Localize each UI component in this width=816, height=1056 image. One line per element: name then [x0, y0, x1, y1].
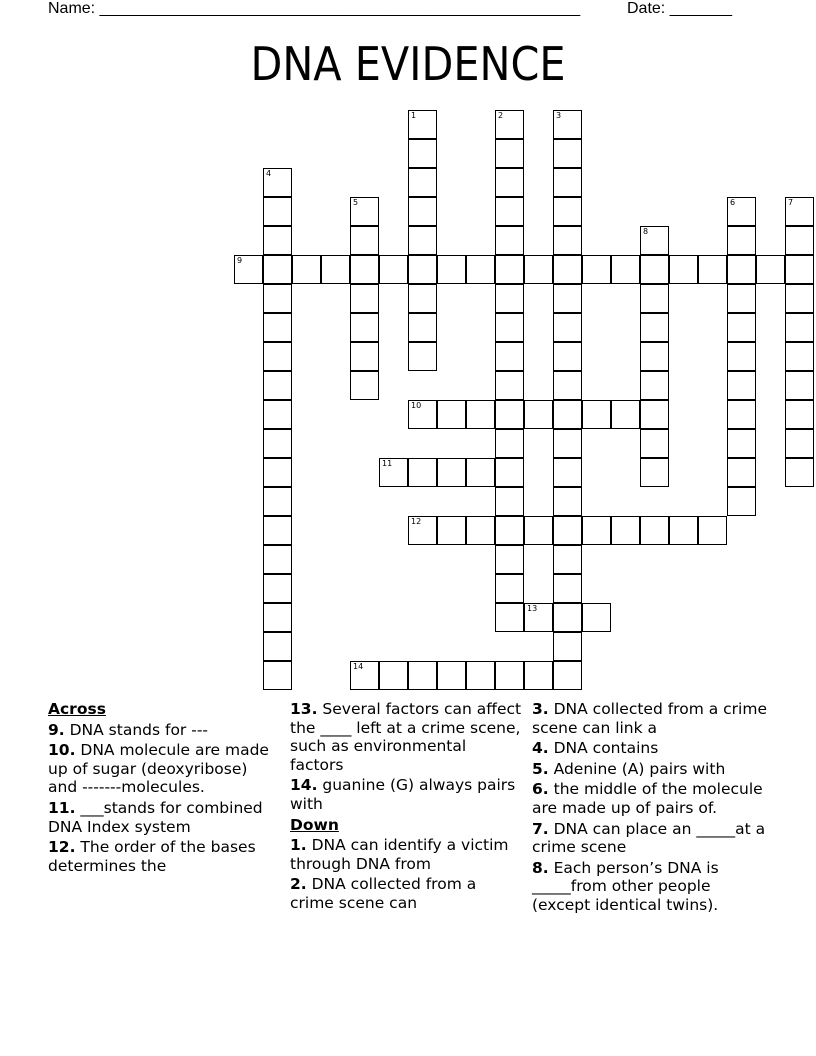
clue-number: 10 — [411, 401, 422, 410]
grid-cell[interactable] — [437, 516, 466, 545]
grid-cell[interactable] — [640, 400, 669, 429]
grid-cell[interactable] — [785, 342, 814, 371]
grid-cell[interactable] — [553, 458, 582, 487]
grid-cell[interactable] — [727, 458, 756, 487]
grid-cell[interactable] — [495, 168, 524, 197]
clue-text: ___stands for combined DNA Index system — [48, 798, 263, 836]
grid-cell[interactable] — [495, 342, 524, 371]
grid-cell[interactable] — [553, 255, 582, 284]
grid-cell[interactable] — [785, 429, 814, 458]
grid-cell[interactable] — [263, 313, 292, 342]
clue-text: DNA contains — [548, 739, 659, 758]
grid-cell[interactable] — [553, 371, 582, 400]
clue-number-label: 13. — [290, 700, 318, 718]
clue-column-3 — [532, 700, 772, 917]
grid-cell[interactable] — [263, 226, 292, 255]
grid-cell[interactable] — [495, 661, 524, 690]
grid-cell[interactable] — [379, 255, 408, 284]
clue-number-label: 1. — [290, 836, 307, 855]
clue-number: 2 — [498, 111, 504, 120]
grid-cell[interactable] — [727, 226, 756, 255]
clue-text: DNA stands for --- — [64, 720, 209, 739]
grid-cell[interactable] — [582, 400, 611, 429]
grid-cell[interactable] — [553, 342, 582, 371]
grid-cell[interactable] — [437, 255, 466, 284]
grid-cell[interactable] — [756, 255, 785, 284]
clue-item — [48, 838, 278, 875]
grid-cell[interactable] — [727, 429, 756, 458]
clue-item — [532, 760, 772, 779]
grid-cell[interactable] — [640, 313, 669, 342]
clue-item — [532, 739, 772, 758]
grid-cell[interactable] — [263, 197, 292, 226]
grid-cell[interactable] — [350, 255, 379, 284]
grid-cell[interactable] — [495, 197, 524, 226]
across-heading: Across — [48, 700, 106, 718]
grid-cell[interactable] — [553, 545, 582, 574]
name-line: Name: ______________________________________________________ — [48, 0, 581, 17]
grid-cell[interactable] — [640, 226, 669, 255]
grid-cell[interactable] — [553, 574, 582, 603]
grid-cell[interactable] — [379, 458, 408, 487]
clue-text: the middle of the molecule are made up of pairs of. — [532, 780, 763, 817]
grid-cell[interactable] — [466, 458, 495, 487]
grid-cell[interactable] — [495, 226, 524, 255]
grid-cell[interactable] — [437, 458, 466, 487]
grid-cell[interactable] — [466, 516, 495, 545]
date-line: Date: _______ — [627, 0, 732, 17]
clue-column-1 — [48, 700, 278, 877]
grid-cell[interactable] — [350, 197, 379, 226]
clue-item — [48, 799, 278, 836]
grid-cell[interactable] — [698, 255, 727, 284]
grid-cell[interactable] — [350, 313, 379, 342]
grid-cell[interactable] — [785, 458, 814, 487]
grid-cell[interactable] — [669, 255, 698, 284]
clue-text: guanine (G) always pairs with — [290, 776, 516, 813]
clue-number: 12 — [411, 517, 422, 526]
grid-cell[interactable] — [263, 168, 292, 197]
grid-cell[interactable] — [785, 371, 814, 400]
grid-cell[interactable] — [263, 342, 292, 371]
grid-cell[interactable] — [263, 400, 292, 429]
grid-cell[interactable] — [785, 284, 814, 313]
grid-cell[interactable] — [727, 400, 756, 429]
grid-cell[interactable] — [466, 255, 495, 284]
grid-cell[interactable] — [553, 632, 582, 661]
grid-cell[interactable] — [785, 400, 814, 429]
grid-cell[interactable] — [437, 661, 466, 690]
grid-cell[interactable] — [582, 516, 611, 545]
down-heading: Down — [290, 815, 339, 834]
clue-number-label: 6. — [532, 780, 549, 799]
grid-cell[interactable] — [350, 342, 379, 371]
clue-number-label: 4. — [532, 739, 549, 758]
clue-number-label: 9. — [48, 720, 65, 739]
grid-cell[interactable] — [350, 284, 379, 313]
grid-cell[interactable] — [640, 429, 669, 458]
grid-cell[interactable] — [553, 400, 582, 429]
grid-cell[interactable] — [495, 284, 524, 313]
grid-cell[interactable] — [292, 255, 321, 284]
clue-text: DNA collected from a crime scene can link a — [532, 700, 767, 737]
grid-cell[interactable] — [495, 139, 524, 168]
clue-number: 3 — [556, 111, 562, 120]
grid-cell[interactable] — [553, 429, 582, 458]
clue-number-label: 7. — [532, 819, 549, 838]
grid-cell[interactable] — [408, 226, 437, 255]
grid-cell[interactable] — [640, 458, 669, 487]
grid-cell[interactable] — [524, 603, 553, 632]
clue-number-label: 10. — [48, 741, 76, 760]
grid-cell[interactable] — [553, 284, 582, 313]
grid-cell[interactable] — [350, 371, 379, 400]
grid-cell[interactable] — [611, 400, 640, 429]
clue-text: Each person’s DNA is _____from other people (except identical twins). — [532, 858, 719, 914]
grid-cell[interactable] — [698, 516, 727, 545]
clue-number: 9 — [237, 256, 243, 265]
grid-cell[interactable] — [263, 371, 292, 400]
grid-cell[interactable] — [495, 429, 524, 458]
grid-cell[interactable] — [785, 313, 814, 342]
grid-cell[interactable] — [321, 255, 350, 284]
grid-cell[interactable] — [234, 255, 263, 284]
grid-cell[interactable] — [495, 603, 524, 632]
clue-number: 13 — [527, 604, 538, 613]
grid-cell[interactable] — [408, 284, 437, 313]
grid-cell[interactable] — [408, 139, 437, 168]
grid-cell[interactable] — [495, 371, 524, 400]
grid-cell[interactable] — [640, 342, 669, 371]
clue-number-label: 12. — [48, 838, 76, 857]
grid-cell[interactable] — [379, 661, 408, 690]
grid-cell[interactable] — [495, 110, 524, 139]
grid-cell[interactable] — [263, 458, 292, 487]
grid-cell[interactable] — [408, 197, 437, 226]
grid-cell[interactable] — [727, 487, 756, 516]
grid-cell[interactable] — [466, 661, 495, 690]
clue-item — [532, 700, 772, 737]
grid-cell[interactable] — [437, 400, 466, 429]
grid-cell[interactable] — [785, 226, 814, 255]
grid-cell[interactable] — [640, 284, 669, 313]
clue-text: DNA can identify a victim through DNA from — [290, 836, 509, 873]
clue-text: DNA collected from a crime scene can — [290, 875, 477, 912]
clue-number: 8 — [643, 227, 649, 236]
grid-cell[interactable] — [727, 255, 756, 284]
grid-cell[interactable] — [263, 429, 292, 458]
grid-cell[interactable] — [263, 487, 292, 516]
clue-number-label: 8. — [532, 858, 549, 877]
clue-text: Several factors can affect the ____ left at a crime scene, such as environmental factors — [290, 700, 522, 774]
grid-cell[interactable] — [785, 197, 814, 226]
grid-cell[interactable] — [408, 168, 437, 197]
grid-cell[interactable] — [495, 313, 524, 342]
grid-cell[interactable] — [263, 574, 292, 603]
grid-cell[interactable] — [553, 197, 582, 226]
grid-cell[interactable] — [495, 516, 524, 545]
clue-item — [48, 741, 278, 797]
grid-cell[interactable] — [495, 487, 524, 516]
clue-item — [290, 836, 522, 873]
grid-cell[interactable] — [263, 255, 292, 284]
grid-cell[interactable] — [553, 603, 582, 632]
grid-cell[interactable] — [495, 458, 524, 487]
grid-cell[interactable] — [727, 371, 756, 400]
grid-cell[interactable] — [408, 458, 437, 487]
clue-number: 4 — [266, 169, 272, 178]
grid-cell[interactable] — [582, 255, 611, 284]
clue-item — [532, 780, 772, 817]
grid-cell[interactable] — [553, 139, 582, 168]
clue-number-label: 11. — [48, 798, 76, 817]
grid-cell[interactable] — [553, 110, 582, 139]
grid-cell[interactable] — [524, 516, 553, 545]
grid-cell[interactable] — [611, 516, 640, 545]
grid-cell[interactable] — [553, 516, 582, 545]
grid-cell[interactable] — [408, 400, 437, 429]
clue-number: 5 — [353, 198, 359, 207]
grid-cell[interactable] — [408, 255, 437, 284]
grid-cell[interactable] — [611, 255, 640, 284]
clue-item — [532, 820, 772, 857]
grid-cell[interactable] — [263, 661, 292, 690]
grid-cell[interactable] — [350, 661, 379, 690]
grid-cell[interactable] — [263, 603, 292, 632]
grid-cell[interactable] — [582, 603, 611, 632]
grid-cell[interactable] — [727, 342, 756, 371]
clue-number: 11 — [382, 459, 393, 468]
grid-cell[interactable] — [263, 545, 292, 574]
grid-cell[interactable] — [524, 255, 553, 284]
clue-number-label: 5. — [532, 759, 549, 778]
grid-cell[interactable] — [263, 516, 292, 545]
grid-cell[interactable] — [727, 313, 756, 342]
grid-cell[interactable] — [495, 574, 524, 603]
grid-cell[interactable] — [408, 342, 437, 371]
grid-cell[interactable] — [553, 487, 582, 516]
grid-cell[interactable] — [553, 168, 582, 197]
clue-number: 1 — [411, 111, 417, 120]
grid-cell[interactable] — [553, 313, 582, 342]
clue-text: The order of the bases determines the — [48, 838, 256, 875]
grid-cell[interactable] — [408, 516, 437, 545]
grid-cell[interactable] — [408, 661, 437, 690]
grid-cell[interactable] — [727, 197, 756, 226]
clue-number-label: 14. — [290, 776, 318, 795]
clue-item — [290, 776, 522, 813]
page-title: DNA EVIDENCE — [250, 37, 566, 91]
grid-cell[interactable] — [466, 400, 495, 429]
grid-cell[interactable] — [727, 284, 756, 313]
clue-text: DNA can place an _____at a crime scene — [532, 819, 766, 857]
grid-cell[interactable] — [408, 313, 437, 342]
grid-cell[interactable] — [524, 400, 553, 429]
clue-text: Adenine (A) pairs with — [548, 759, 726, 778]
grid-cell[interactable] — [263, 284, 292, 313]
clue-item — [290, 700, 522, 774]
clue-item — [290, 875, 522, 912]
clue-number-label: 3. — [532, 700, 549, 718]
grid-cell[interactable] — [553, 661, 582, 690]
clue-number: 7 — [788, 198, 794, 207]
clue-text: DNA molecule are made up of sugar (deoxyribose) and -------molecules. — [48, 741, 269, 797]
grid-cell[interactable] — [640, 255, 669, 284]
clue-item — [532, 859, 772, 915]
grid-cell[interactable] — [263, 632, 292, 661]
clue-number: 14 — [353, 662, 364, 671]
grid-cell[interactable] — [495, 255, 524, 284]
clue-number: 6 — [730, 198, 736, 207]
grid-cell[interactable] — [640, 516, 669, 545]
grid-cell[interactable] — [495, 400, 524, 429]
clue-number-label: 2. — [290, 875, 307, 894]
grid-cell[interactable] — [640, 371, 669, 400]
grid-cell[interactable] — [408, 110, 437, 139]
grid-cell[interactable] — [524, 661, 553, 690]
clue-column-2 — [290, 700, 522, 915]
grid-cell[interactable] — [669, 516, 698, 545]
clue-item — [48, 721, 278, 740]
grid-cell[interactable] — [350, 226, 379, 255]
grid-cell[interactable] — [495, 545, 524, 574]
grid-cell[interactable] — [553, 226, 582, 255]
grid-cell[interactable] — [785, 255, 814, 284]
